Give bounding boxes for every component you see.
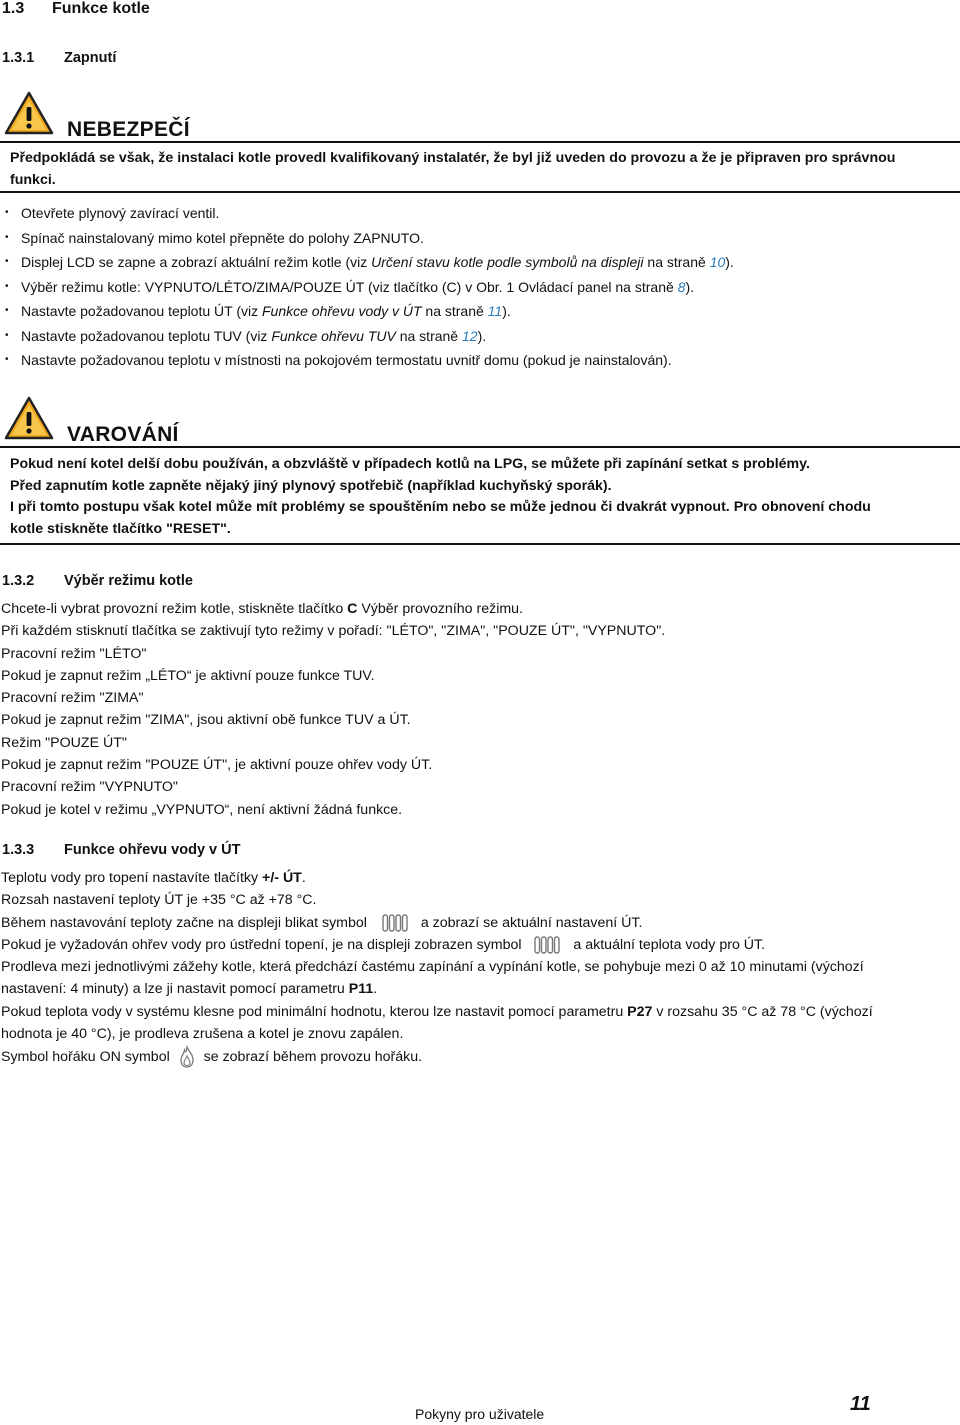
list-item: • Nastavte požadovanou teplotu TUV (viz Funkce ohřevu TUV na straně 12). xyxy=(5,327,487,344)
section-heading xyxy=(2,0,150,18)
warning-text-line: kotle stiskněte tlačítko "RESET". xyxy=(10,520,231,537)
text-line: Pracovní režim "VYPNUTO" xyxy=(1,779,178,796)
list-item: • Nastavte požadovanou teplotu ÚT (viz Funkce ohřevu vody v ÚT na straně 11). xyxy=(5,303,511,319)
warning-text xyxy=(10,454,871,540)
section-title: Funkce kotle xyxy=(52,0,150,17)
warning-text-line: Pokud není kotel delší dobu používán, a obzvláště v případech kotlů na LPG, se můžete při zapínání setkat s problémy. xyxy=(10,456,810,472)
warning-text-line: Před zapnutím kotle zapněte nějaký jiný plynový spotřebič (například kuchyňský sporák). xyxy=(10,477,612,494)
footer-title: Pokyny pro uživatele xyxy=(415,1406,545,1422)
list-item: • Displej LCD se zapne a zobrazí aktuální režim kotle (viz Určení stavu kotle podle symbolů na displeji na straně 10). xyxy=(5,254,734,270)
text-line: Pokud je zapnut režim „LÉTO“ je aktivní pouze funkce TUV. xyxy=(1,667,375,684)
startup-steps-list xyxy=(0,201,734,373)
subsection-number: 1.3.2 xyxy=(2,573,35,589)
danger-text xyxy=(10,148,895,191)
list-item: • Nastavte požadovanou teplotu v místnosti na pokojovém termostatu uvnitř domu (pokud je nainstalován). xyxy=(5,352,672,368)
text-line: Pokud je zapnut režim "ZIMA", jsou aktivní obě funkce TUV a ÚT. xyxy=(1,712,411,729)
divider xyxy=(0,446,960,448)
divider xyxy=(0,141,960,143)
subsection-title: Zapnutí xyxy=(64,50,117,66)
divider xyxy=(0,543,960,545)
danger-text-line: Předpokládá se však, že instalaci kotle provedl kvalifikovaný instalatér, že byl již uveden do provozu a že je připraven pro správnou xyxy=(10,150,896,166)
warning-title: VAROVÁNÍ xyxy=(67,423,179,446)
subsection-heading-mode xyxy=(2,573,193,589)
danger-title: NEBEZPEČÍ xyxy=(67,118,190,141)
text-line: Chcete-li vybrat provozní režim kotle, stiskněte tlačítko C Výběr provozního režimu. xyxy=(1,601,524,617)
heating-text xyxy=(1,867,873,1069)
subsection-heading-heating xyxy=(2,842,240,858)
warning-triangle-icon xyxy=(3,395,55,441)
text-line: hodnota je 40 °C), je prodleva zrušena a kotel je znovu zapálen. xyxy=(1,1026,404,1043)
page-number: 11 xyxy=(850,1393,871,1415)
text-line: Pracovní režim "ZIMA" xyxy=(1,690,144,707)
text-line: Během nastavování teploty začne na displeji blikat symbol a zobrazí se aktuální nastavení ÚT. xyxy=(1,912,873,934)
text-line: Prodleva mezi jednotlivými zážehy kotle, která předchází častému zapínání a vypínání kotle, se pohybuje mezi 0 až 10 minutami (výchozí xyxy=(1,959,864,976)
list-item: • Výběr režimu kotle: VYPNUTO/LÉTO/ZIMA/POUZE ÚT (viz tlačítko (C) v Obr. 1 Ovládací panel na straně 8). xyxy=(5,278,695,295)
mode-text xyxy=(1,598,665,821)
radiator-icon xyxy=(381,913,411,933)
text-line: Pokud je vyžadován ohřev vody pro ústřední topení, je na displeji zobrazen symbol a aktuální teplota vody pro ÚT. xyxy=(1,934,873,956)
text-line: nastavení: 4 minuty) a lze ji nastavit pomocí parametru P11. xyxy=(1,981,378,998)
subsection-heading-zapnuti xyxy=(2,50,116,66)
subsection-number: 1.3.1 xyxy=(2,50,35,66)
text-line: Režim "POUZE ÚT" xyxy=(1,734,127,751)
subsection-title: Výběr režimu kotle xyxy=(64,573,193,589)
page-link[interactable]: 12 xyxy=(461,327,478,344)
warning-text-line: I při tomto postupu však kotel může mít problémy se spouštěním nebo se může jednou či dvakrát vypnout. Pro obnovení chodu xyxy=(10,499,871,515)
page-link[interactable]: 10 xyxy=(709,254,726,270)
page-link[interactable]: 11 xyxy=(487,303,503,319)
warning-triangle-icon xyxy=(3,90,55,136)
text-line: Symbol hořáku ON symbol se zobrazí během provozu hořáku. xyxy=(1,1045,873,1069)
text-line: Rozsah nastavení teploty ÚT je +35 °C až +78 °C. xyxy=(1,892,317,909)
text-line: Pokud je zapnut režim "POUZE ÚT", je aktivní pouze ohřev vody ÚT. xyxy=(1,757,433,774)
text-line: Pokud je kotel v režimu „VYPNUTO“, není aktivní žádná funkce. xyxy=(1,801,403,818)
list-item: • Otevřete plynový zavírací ventil. xyxy=(5,205,220,221)
page-link[interactable]: 8 xyxy=(677,278,686,295)
text-line: Pracovní režim "LÉTO" xyxy=(1,645,147,662)
subsection-title: Funkce ohřevu vody v ÚT xyxy=(64,842,241,858)
text-line: Teplotu vody pro topení nastavíte tlačítky +/- ÚT. xyxy=(1,870,306,886)
danger-text-line: funkci. xyxy=(10,171,56,188)
divider xyxy=(0,191,960,193)
flame-icon xyxy=(178,1045,196,1069)
section-number: 1.3 xyxy=(2,0,25,17)
text-line: Při každém stisknutí tlačítka se zaktivují tyto režimy v pořadí: "LÉTO", "ZIMA", "POUZE ÚT", "VYPNUTO". xyxy=(1,623,666,640)
text-line: Pokud teplota vody v systému klesne pod minimální hodnotu, kterou lze nastavit pomocí parametru P27 v rozsahu 35 °C až 78 °C (výchozí xyxy=(1,1003,873,1020)
subsection-number: 1.3.3 xyxy=(2,842,35,858)
radiator-icon xyxy=(533,935,563,955)
list-item: • Spínač nainstalovaný mimo kotel přepněte do polohy ZAPNUTO. xyxy=(5,229,424,246)
